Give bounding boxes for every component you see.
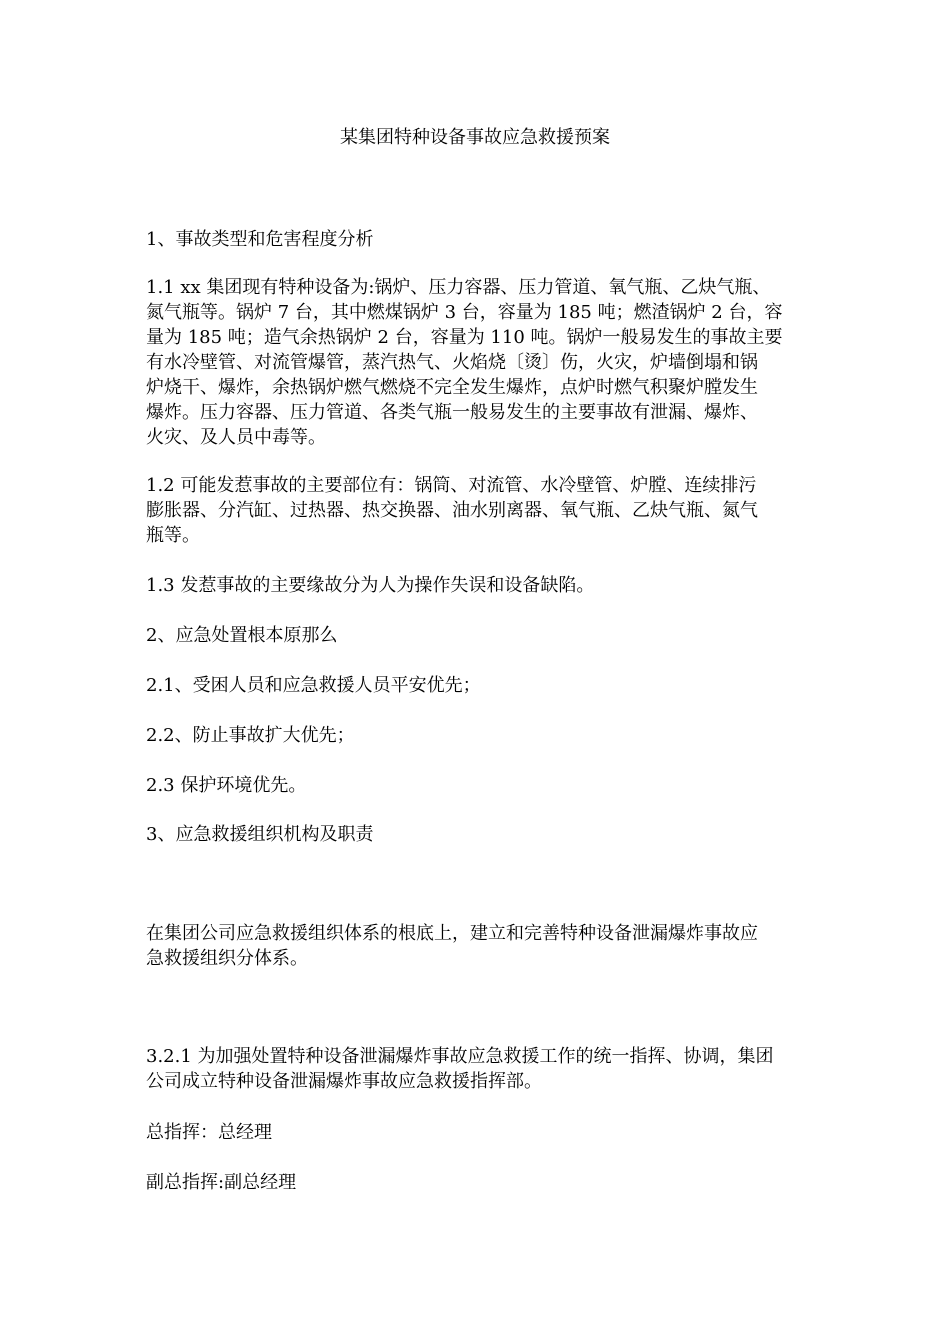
paragraph-1-2 xyxy=(146,473,806,548)
text-line: 急救援组织分体系。 xyxy=(146,948,308,969)
text-line: 2.3 保护环境优先。 xyxy=(146,775,307,796)
section-heading-2 xyxy=(146,623,806,648)
text-line: 1.1 xx 集团现有特种设备为:锅炉、压力容器、压力管道、氧气瓶、乙炔气瓶、 xyxy=(146,277,771,298)
paragraph-3-2-1 xyxy=(146,1044,806,1094)
paragraph-2-2 xyxy=(146,723,806,748)
text-line: 1、事故类型和危害程度分析 xyxy=(146,229,374,250)
text-line: 3、应急救援组织机构及职责 xyxy=(146,824,374,845)
text-line: 在集团公司应急救援组织体系的根底上，建立和完善特种设备泄漏爆炸事故应 xyxy=(146,923,758,944)
text-line: 量为 185 吨；造气余热锅炉 2 台，容量为 110 吨。锅炉一般易发生的事故主要 xyxy=(146,327,783,348)
paragraph-3-1 xyxy=(146,921,806,971)
text-line: 3.2.1 为加强处置特种设备泄漏爆炸事故应急救援工作的统一指挥、协调，集团 xyxy=(146,1046,774,1067)
text-line: 2.2、防止事故扩大优先； xyxy=(146,725,355,746)
text-line: 副总指挥:副总经理 xyxy=(146,1172,297,1193)
text-line: 2、应急处置根本原那么 xyxy=(146,625,338,646)
document-title: 某集团特种设备事故应急救援预案 xyxy=(340,127,610,148)
paragraph-1-1 xyxy=(146,275,806,450)
text-line: 总指挥：总经理 xyxy=(146,1122,272,1143)
text-line: 膨胀器、分汽缸、过热器、热交换器、油水别离器、氧气瓶、乙炔气瓶、氮气 xyxy=(146,500,758,521)
text-line: 氮气瓶等。锅炉 7 台，其中燃煤锅炉 3 台，容量为 185 吨；燃渣锅炉 2 台，容 xyxy=(146,302,783,323)
text-line: 爆炸。压力容器、压力管道、各类气瓶一般易发生的主要事故有泄漏、爆炸、 xyxy=(146,402,758,423)
text-line: 火灾、及人员中毒等。 xyxy=(146,427,326,448)
text-line: 1.3 发惹事故的主要缘故分为人为操作失误和设备缺陷。 xyxy=(146,575,595,596)
text-line: 公司成立特种设备泄漏爆炸事故应急救援指挥部。 xyxy=(146,1071,542,1092)
text-line: 1.2 可能发惹事故的主要部位有：锅筒、对流管、水冷壁管、炉膛、连续排污 xyxy=(146,475,757,496)
text-line: 炉烧干、爆炸，余热锅炉燃气燃烧不完全发生爆炸，点炉时燃气积聚炉膛发生 xyxy=(146,377,758,398)
section-heading-1 xyxy=(146,227,806,252)
paragraph-2-3 xyxy=(146,773,806,798)
deputy-commander-line xyxy=(146,1170,806,1195)
section-heading-3 xyxy=(146,822,806,847)
paragraph-1-3 xyxy=(146,573,806,598)
paragraph-2-1 xyxy=(146,673,806,698)
commander-line xyxy=(146,1120,806,1145)
text-line: 2.1、受困人员和应急救援人员平安优先； xyxy=(146,675,481,696)
text-line: 有水冷壁管、对流管爆管，蒸汽热气、火焰烧〔烫〕伤，火灾，炉墙倒塌和锅 xyxy=(146,352,758,373)
text-line: 瓶等。 xyxy=(146,525,200,546)
